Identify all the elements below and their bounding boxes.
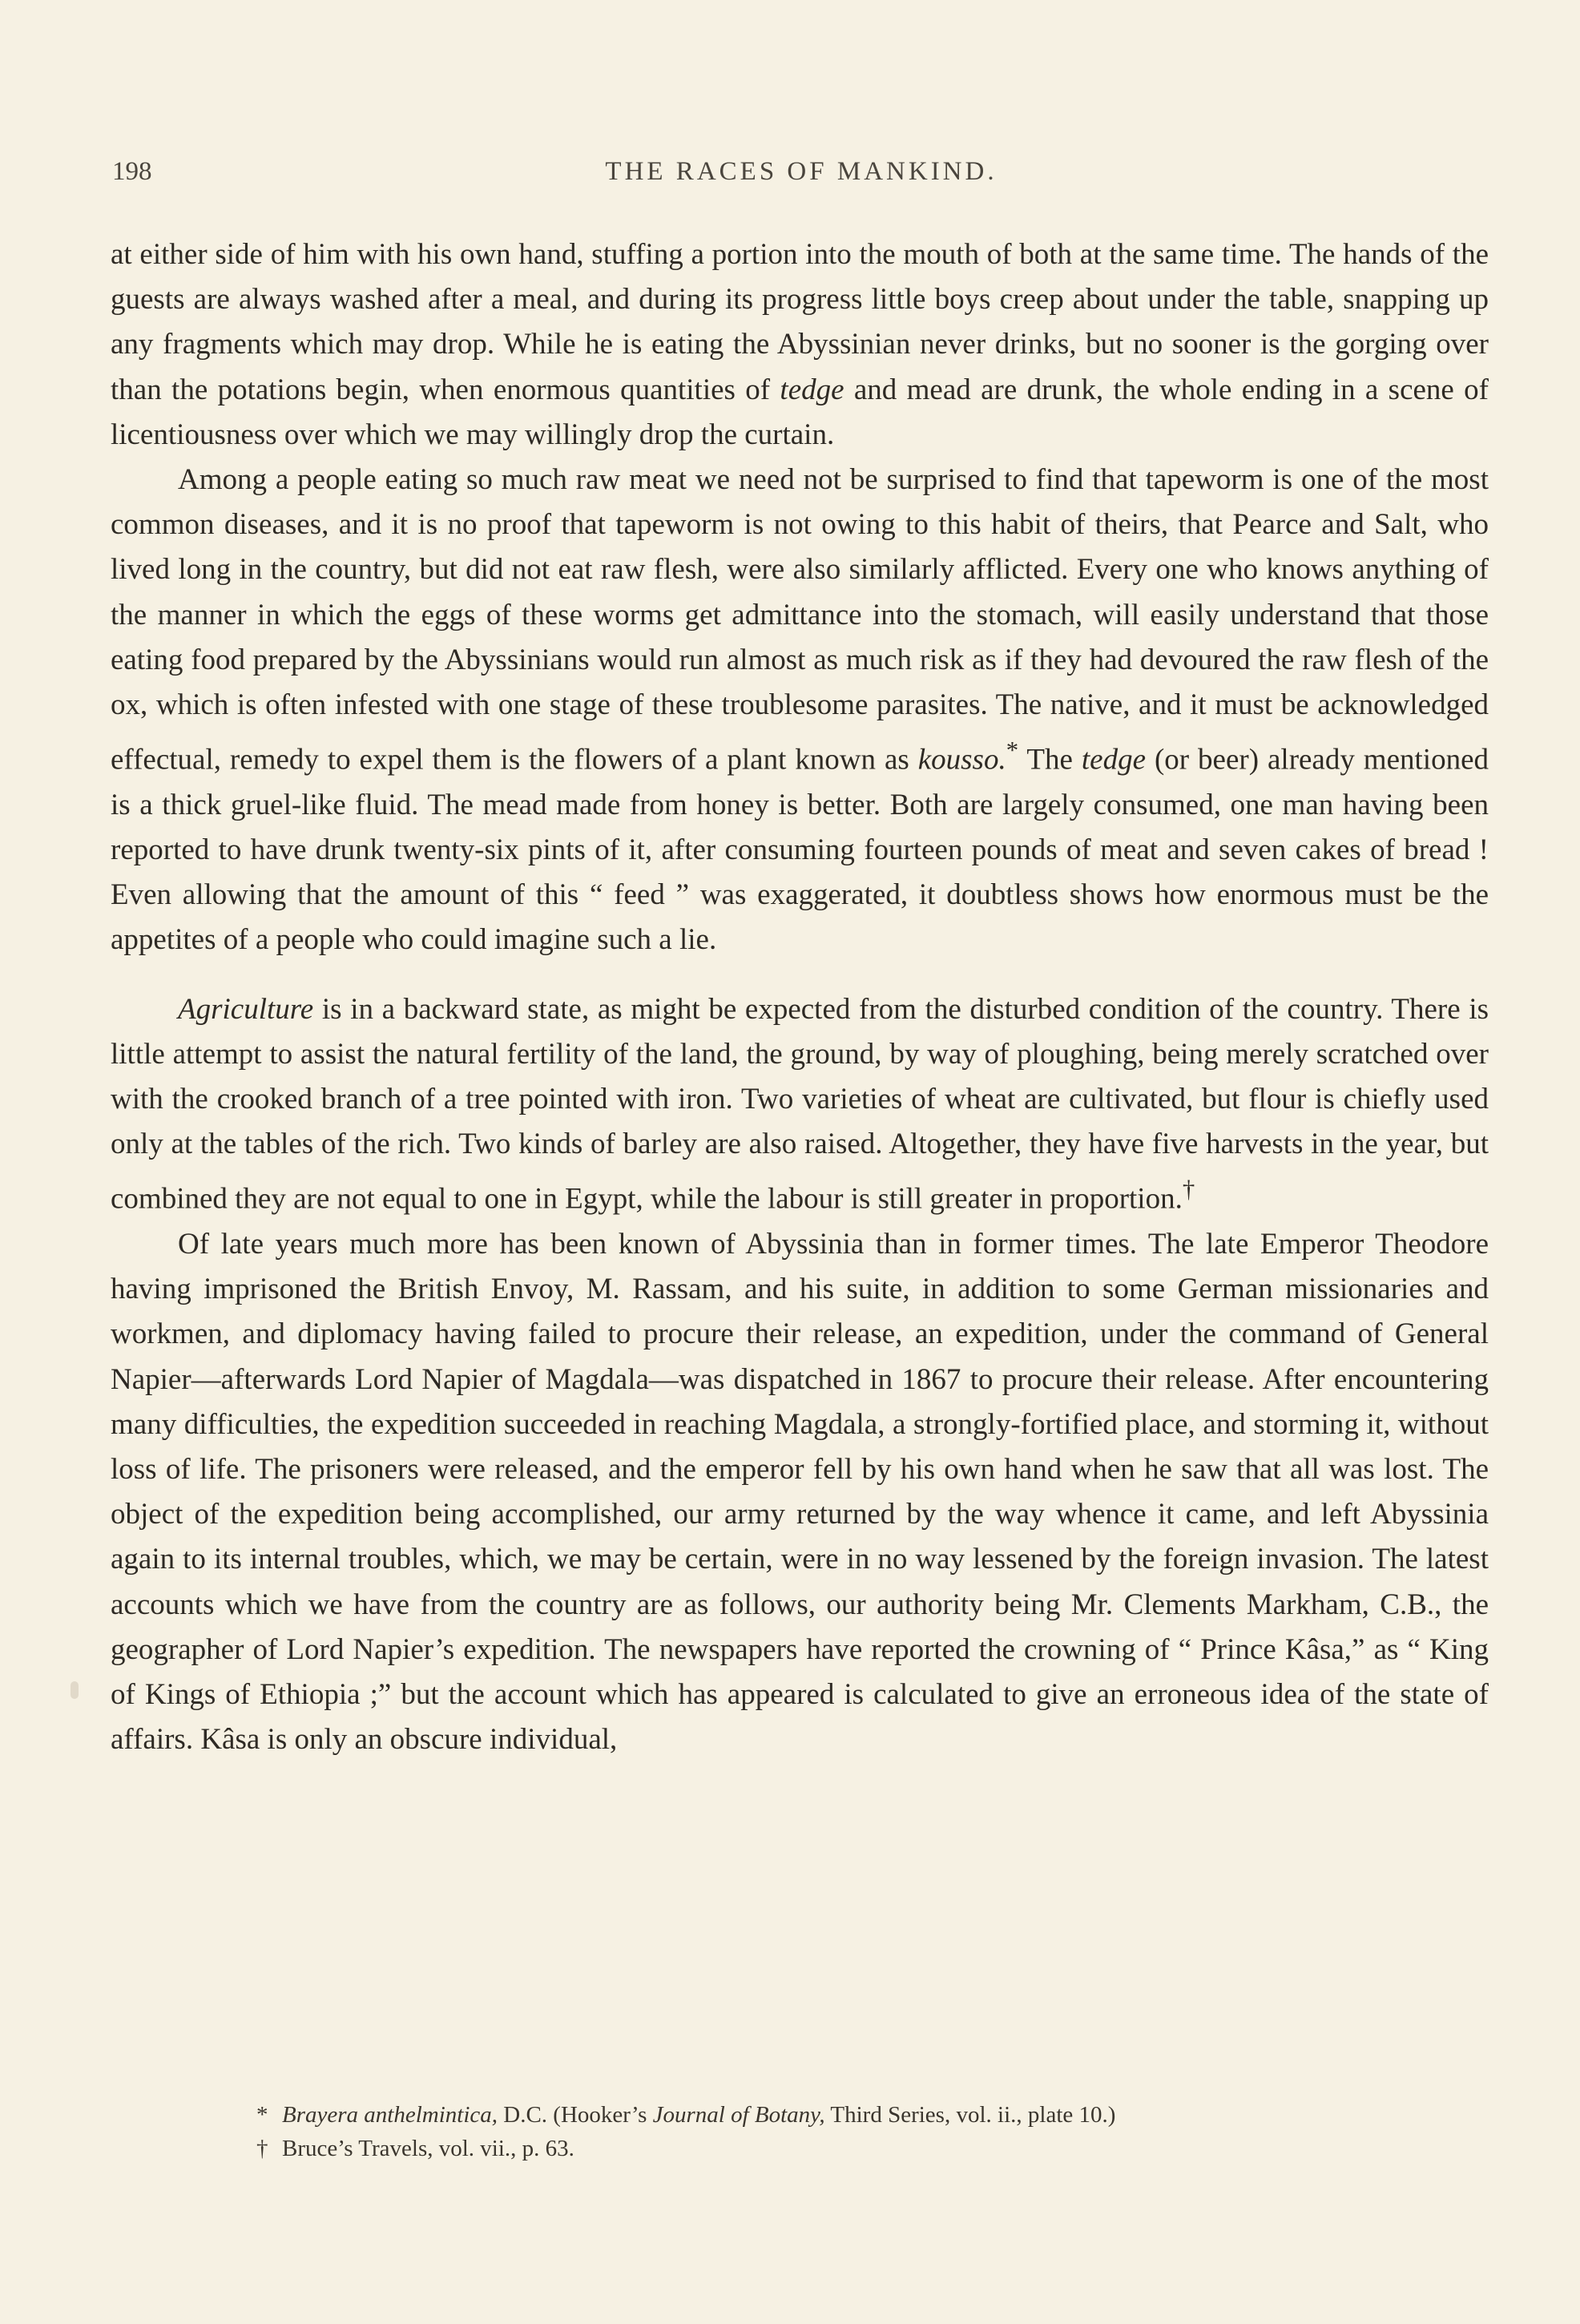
footnotes: [256, 2098, 1458, 2165]
paragraph-continuation: [111, 232, 1489, 458]
footnote-mark: †: [256, 2136, 268, 2161]
paragraph-text: Among a people eating so much raw meat we need not be surprised to find that tapeworm is one of the most common diseases, and it is no proof that tapeworm is not owing to this habit of theirs, that Pearce and Salt, who lived long in the country, but did not eat raw flesh, were also similarly afflicted. Every one who knows anything of the manner in which the eggs of these worms get admittance into the stomach, will easily understand that those eating food prepared by the Abyssinians would run almost as much risk as if they had devoured the raw flesh of the ox, which is often infested with one stage of these troublesome parasites. The native, and it must be acknowledged effectual, remedy to expel them is the flowers of a plant known as: [111, 463, 1489, 777]
paragraph-text: (or beer) already mentioned is a thick gruel-like fluid. The mead made from honey is better. Both are largely consumed, one man having been reported to have drunk twenty-six pints of it, after consuming fourteen pounds of meat and seven cakes of bread ! Even allowing that the amount of this “ feed ” was exaggerated, it doubtless shows how enormous must be the appetites of a people who could imagine such a lie.: [111, 743, 1489, 957]
paragraph-text: is in a backward state, as might be expected from the disturbed condition of the country. There is little attempt to assist the natural fertility of the land, the ground, by way of ploughing, being merely scratched over with the crooked branch of a tree pointed with iron. Two varieties of wheat are cultivated, but flour is chiefly used only at the tables of the rich. Two kinds of barley are also raised. Altogether, they have five harvests in the year, but combined they are not equal to one in Egypt, while the labour is still greater in proportion.: [111, 992, 1489, 1216]
body-text: [111, 232, 1489, 1762]
italic-term: tedge: [780, 373, 844, 406]
italic-term: tedge: [1081, 743, 1147, 777]
page-number: 198: [112, 157, 152, 186]
running-title: THE RACES OF MANKIND.: [605, 157, 998, 186]
paragraph-tapeworm: [111, 458, 1489, 963]
footnote: [256, 2098, 1458, 2132]
footnote-text: Third Series, vol. ii., plate 10.): [824, 2102, 1116, 2128]
running-head: [112, 157, 1490, 197]
paragraph-abyssinia-expedition: [111, 1222, 1489, 1762]
italic-term: Brayera anthelmintica,: [282, 2102, 498, 2128]
italic-term: kousso.: [917, 743, 1006, 777]
footnote-mark: *: [256, 2102, 268, 2128]
paragraph-text: and mead are drunk, the whole ending in a scene of licentiousness over which we may willingly drop the curtain.: [111, 373, 1489, 451]
paragraph-text: The: [1018, 743, 1082, 777]
italic-term: Journal of Botany,: [652, 2102, 825, 2128]
footnote-reference: *: [1006, 736, 1019, 765]
paragraph-text: Of late years much more has been known of Abyssinia than in former times. The late Emperor Theodore having imprisoned the British Envoy, M. Rassam, and his suite, in addition to some German missionaries and workmen, and diplomacy having failed to procure their release, an expedition, under the command of General Napier—afterwards Lord Napier of Magdala—was dispatched in 1867 to procure their release. After encountering many difficulties, the expedition succeeded in reaching Magdala, a strongly-fortified place, and storming it, without loss of life. The prisoners were released, and the emperor fell by his own hand when he saw that all was lost. The object of the expedition being accomplished, our army returned by the way whence it came, and left Abyssinia again to its internal troubles, which, we may be certain, were in no way lessened by the foreign invasion. The latest accounts which we have from the country are as follows, our authority being Mr. Clements Markham, C.B., the geographer of Lord Napier’s expedition. The newspapers have reported the crowning of “ Prince Kâsa,” as “ King of Kings of Ethiopia ;” but the account which has appeared is calculated to give an erroneous idea of the state of affairs. Kâsa is only an obscure individual,: [111, 1227, 1489, 1757]
paper-blemish: [71, 1681, 79, 1699]
footnote-reference: †: [1182, 1176, 1195, 1204]
paragraph-text: at either side of him with his own hand, stuffing a portion into the mouth of both at the same time. The hands of the guests are always washed after a meal, and during its progress little boys creep about under the table, snapping up any fragments which may drop. While he is eating the Abyssinian never drinks, but no sooner is the gorging over than the potations begin, when enormous quantities of: [111, 238, 1489, 406]
footnote-text: Bruce’s Travels, vol. vii., p. 63.: [282, 2136, 574, 2161]
footnote: [256, 2132, 1458, 2165]
footnote-text: D.C. (Hooker’s: [498, 2102, 653, 2128]
italic-term: Agriculture: [178, 992, 314, 1026]
paragraph-agriculture: [111, 987, 1489, 1222]
